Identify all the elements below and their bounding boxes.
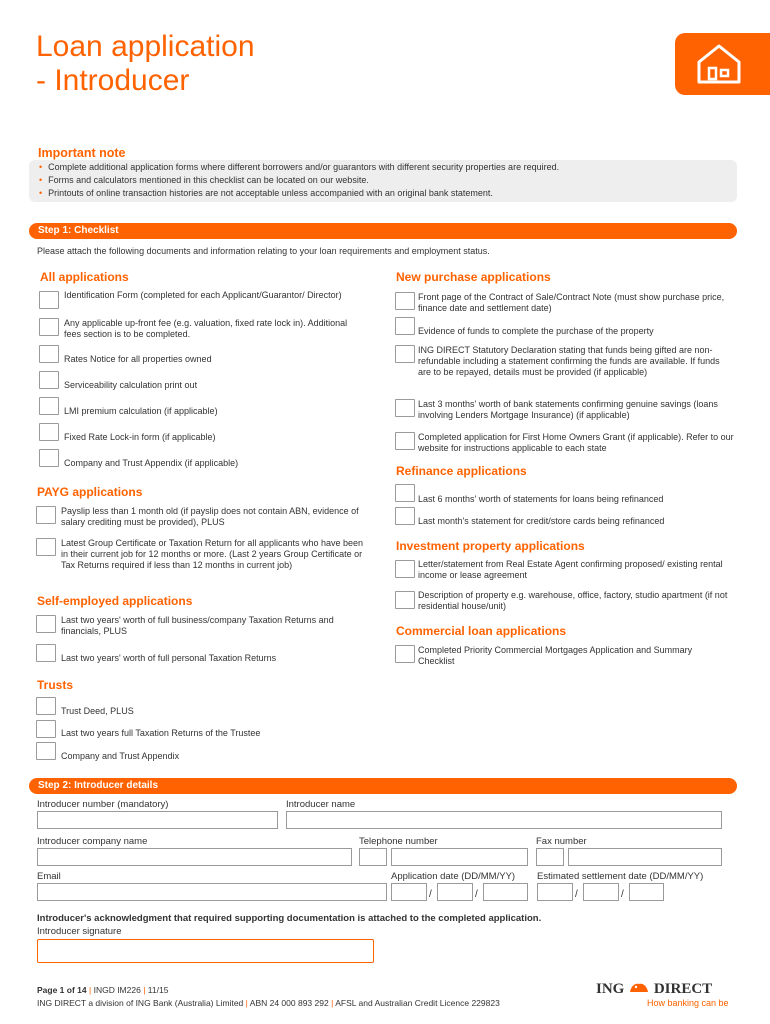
- all-applications-heading: All applications: [40, 270, 129, 284]
- company-name-label: Introducer company name: [37, 836, 148, 847]
- house-icon: [695, 42, 743, 86]
- checklist-label: Last two years' worth of full business/company Taxation Returns and financials, PLUS: [61, 615, 334, 636]
- checklist-label: Letter/statement from Real Estate Agent confirming proposed/ existing rental income or lease agreement: [418, 559, 723, 580]
- checkbox-fixed-rate-lockin[interactable]: [39, 423, 59, 441]
- checklist-label: Last month's statement for credit/store cards being refinanced: [418, 516, 665, 526]
- checkbox-trust-appendix[interactable]: [36, 742, 56, 760]
- acknowledgment-text: Introducer's acknowledgment that required supporting documentation is attached to the completed application.: [37, 913, 542, 924]
- checklist-label: Evidence of funds to complete the purchase of the property: [418, 326, 654, 336]
- checklist-label: Last 6 months' worth of statements for loans being refinanced: [418, 494, 664, 504]
- checkbox-company-trust-appendix[interactable]: [39, 449, 59, 467]
- step2-bar: Step 2: Introducer details: [29, 778, 737, 794]
- checklist-label: Rates Notice for all properties owned: [64, 354, 212, 364]
- checklist-label: Completed application for First Home Owners Grant (if applicable). Refer to our website for instructions applicable to each state: [418, 432, 734, 453]
- note-item: • Forms and calculators mentioned in this checklist can be located on our website.: [39, 175, 369, 185]
- introducer-number-label: Introducer number (mandatory): [37, 799, 169, 810]
- date-separator: /: [575, 889, 578, 900]
- checklist-label: Company and Trust Appendix (if applicable): [64, 458, 239, 468]
- date-separator: /: [621, 889, 624, 900]
- payg-heading: PAYG applications: [37, 485, 143, 499]
- checklist-label: Front page of the Contract of Sale/Contract Note (must show purchase price, finance date and settlement date): [418, 292, 725, 313]
- date-separator: /: [429, 889, 432, 900]
- lion-icon: [628, 980, 650, 994]
- checklist-label: Any applicable up-front fee (e.g. valuation, fixed rate lock in). Additional fees section is to be completed.: [64, 318, 348, 339]
- checkbox-credit-card-statement[interactable]: [395, 507, 415, 525]
- form-code: INGD IM226: [93, 985, 141, 995]
- telephone-area-code-field[interactable]: [359, 848, 387, 866]
- footer-page-info: Page 1 of 14 | INGD IM226 | 11/15: [37, 985, 169, 995]
- checklist-label: Fixed Rate Lock-in form (if applicable): [64, 432, 216, 442]
- checkbox-rental-income-letter[interactable]: [395, 560, 415, 578]
- new-purchase-heading: New purchase applications: [396, 270, 551, 284]
- introducer-name-label: Introducer name: [286, 799, 356, 810]
- fax-label: Fax number: [536, 836, 587, 847]
- fax-number-field[interactable]: [568, 848, 722, 866]
- checklist-label: Last two years' worth of full personal Taxation Returns: [61, 653, 277, 663]
- step1-intro: Please attach the following documents and information relating to your loan requirements and employment status.: [37, 246, 490, 256]
- checkbox-statutory-declaration[interactable]: [395, 345, 415, 363]
- company-name: ING DIRECT a division of ING Bank (Australia) Limited: [37, 998, 244, 1008]
- checkbox-property-description[interactable]: [395, 591, 415, 609]
- checklist-label: Last 3 months' worth of bank statements confirming genuine savings (loans involving Lenders Mortgage Insurance) (if applicable): [418, 399, 718, 420]
- ing-direct-logo: [596, 980, 712, 998]
- signature-field[interactable]: [37, 939, 374, 963]
- self-employed-heading: Self-employed applications: [37, 594, 193, 608]
- brand-direct: DIRECT: [653, 981, 713, 997]
- date-separator: /: [475, 889, 478, 900]
- title-line1: Loan application: [36, 30, 255, 63]
- abn: ABN 24 000 893 292: [249, 998, 329, 1008]
- email-label: Email: [37, 871, 61, 882]
- checkbox-commercial-mortgages[interactable]: [395, 645, 415, 663]
- checkbox-upfront-fee[interactable]: [39, 318, 59, 336]
- checklist-label: Payslip less than 1 month old (if payslip does not contain ABN, evidence of salary crediting must be provided), PLUS: [61, 506, 359, 527]
- page-title: [36, 30, 255, 98]
- brand-ing: ING: [596, 981, 625, 997]
- note-item: • Complete additional application forms where different borrowers and/or guarantors with different security properties are required.: [39, 162, 560, 172]
- checkbox-trust-deed[interactable]: [36, 697, 56, 715]
- form-date: 11/15: [147, 985, 169, 995]
- signature-label: Introducer signature: [37, 926, 122, 937]
- checkbox-evidence-of-funds[interactable]: [395, 317, 415, 335]
- investment-heading: Investment property applications: [396, 539, 585, 553]
- checkbox-bank-statements[interactable]: [395, 399, 415, 417]
- checklist-label: Trust Deed, PLUS: [61, 706, 134, 716]
- telephone-label: Telephone number: [359, 836, 438, 847]
- commercial-heading: Commercial loan applications: [396, 624, 567, 638]
- checkbox-payslip[interactable]: [36, 506, 56, 524]
- checkbox-identification-form[interactable]: [39, 291, 59, 309]
- settlement-date-label: Estimated settlement date (DD/MM/YY): [537, 871, 704, 882]
- checkbox-serviceability[interactable]: [39, 371, 59, 389]
- checkbox-contract-of-sale[interactable]: [395, 292, 415, 310]
- email-field[interactable]: [37, 883, 387, 901]
- checkbox-business-tax-returns[interactable]: [36, 615, 56, 633]
- note-item: • Printouts of online transaction histories are not acceptable unless accompanied with an original bank statement.: [39, 188, 493, 198]
- checklist-label: Last two years full Taxation Returns of the Trustee: [61, 728, 261, 738]
- application-date-day[interactable]: [391, 883, 427, 901]
- brand-tagline: How banking can be: [647, 998, 729, 1008]
- introducer-number-field[interactable]: [37, 811, 278, 829]
- checklist-label: Company and Trust Appendix: [61, 751, 180, 761]
- refinance-heading: Refinance applications: [396, 464, 527, 478]
- footer-company-info: ING DIRECT a division of ING Bank (Australia) Limited | ABN 24 000 893 292 | AFSL and Australian Credit Licence 229823: [37, 998, 500, 1008]
- settlement-date-month[interactable]: [583, 883, 619, 901]
- checkbox-personal-tax-returns[interactable]: [36, 644, 56, 662]
- application-date-month[interactable]: [437, 883, 473, 901]
- introducer-name-field[interactable]: [286, 811, 722, 829]
- step1-bar: Step 1: Checklist: [29, 223, 737, 239]
- important-note-title: Important note: [38, 146, 126, 160]
- checkbox-first-home-owners-grant[interactable]: [395, 432, 415, 450]
- company-name-field[interactable]: [37, 848, 352, 866]
- settlement-date-day[interactable]: [537, 883, 573, 901]
- checklist-label: Latest Group Certificate or Taxation Return for all applicants who have been in their current job for 12 months or more. (Last 2 years Group Certificate or Tax Returns required if less than 12 months in current job): [61, 538, 364, 570]
- checklist-label: Description of property e.g. warehouse, office, factory, studio apartment (if not residential house/unit): [418, 590, 728, 611]
- checkbox-group-certificate[interactable]: [36, 538, 56, 556]
- house-tab: [675, 33, 770, 95]
- checkbox-rates-notice[interactable]: [39, 345, 59, 363]
- checklist-label: ING DIRECT Statutory Declaration stating that funds being gifted are non-refundable including a statement confirming the funds are available. If funds are to be repayed, details must be provided (if applicable): [418, 345, 720, 377]
- settlement-date-year[interactable]: [629, 883, 664, 901]
- page-number: Page 1 of 14: [37, 985, 87, 995]
- application-date-label: Application date (DD/MM/YY): [391, 871, 516, 882]
- application-date-year[interactable]: [483, 883, 528, 901]
- checklist-label: Completed Priority Commercial Mortgages Application and Summary Checklist: [418, 645, 693, 666]
- checklist-label: LMI premium calculation (if applicable): [64, 406, 218, 416]
- checkbox-trustee-tax-returns[interactable]: [36, 720, 56, 738]
- telephone-number-field[interactable]: [391, 848, 528, 866]
- fax-area-code-field[interactable]: [536, 848, 564, 866]
- checkbox-lmi-premium[interactable]: [39, 397, 59, 415]
- checklist-label: Identification Form (completed for each Applicant/Guarantor/ Director): [64, 290, 342, 300]
- afsl: AFSL and Australian Credit Licence 229823: [335, 998, 500, 1008]
- checkbox-loan-statements[interactable]: [395, 484, 415, 502]
- important-note-box: [29, 160, 737, 202]
- title-line2: - Introducer: [36, 64, 190, 97]
- checklist-label: Serviceability calculation print out: [64, 380, 198, 390]
- trusts-heading: Trusts: [37, 678, 74, 692]
